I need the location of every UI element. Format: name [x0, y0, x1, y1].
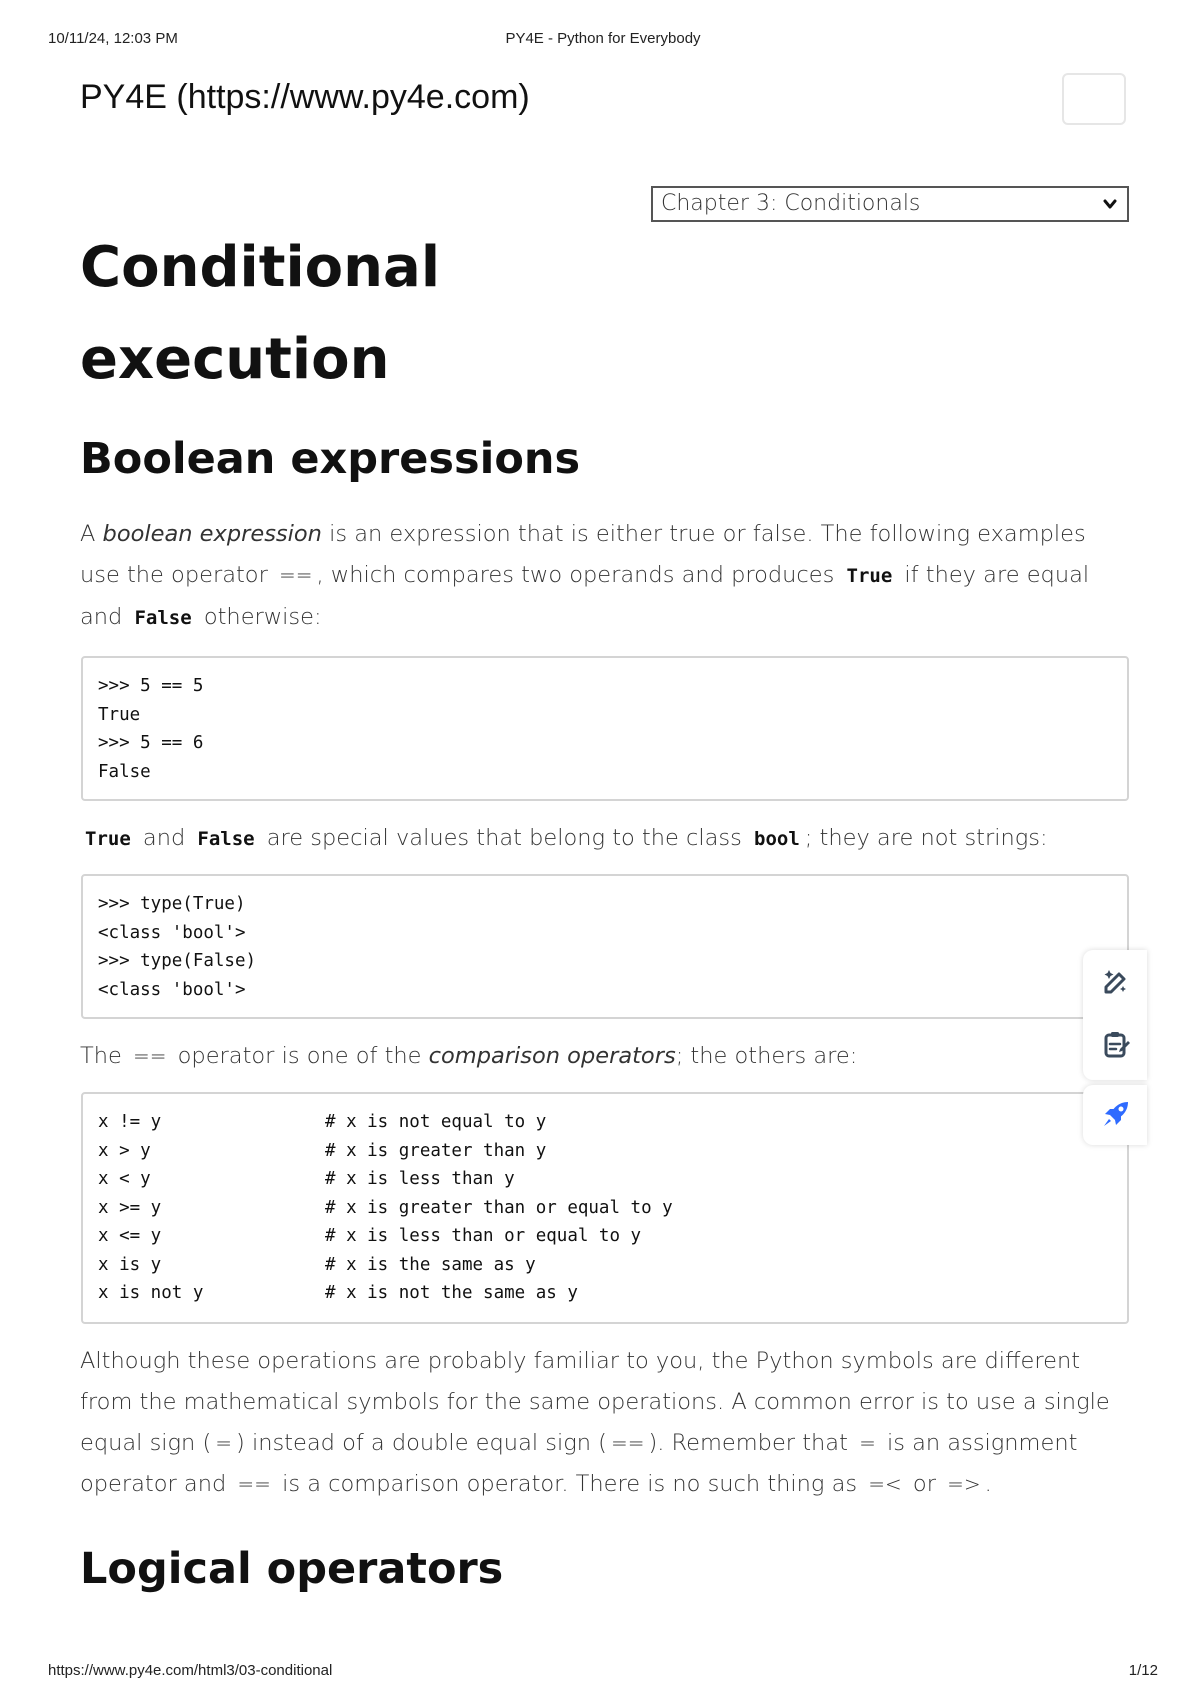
- code-line: x > y # x is greater than y: [98, 1140, 547, 1161]
- code-line: x >= y # x is greater than or equal to y: [98, 1197, 673, 1218]
- code-line: x <= y # x is less than or equal to y: [98, 1226, 642, 1246]
- code-block-equality: [81, 656, 1129, 801]
- site-title-link[interactable]: PY4E (https://www.py4e.com): [80, 78, 530, 116]
- paragraph-bool-class: True and False are special values that belong to the class bool ; they are not strings:: [80, 818, 1130, 860]
- chevron-down-icon: [1103, 197, 1117, 211]
- inline-code: False: [197, 828, 255, 850]
- code-line: True: [98, 704, 141, 725]
- inline-code: ==: [610, 1431, 645, 1455]
- paragraph-comparison-intro: The == operator is one of the comparison operators; the others are:: [80, 1043, 858, 1069]
- inline-code: True: [85, 828, 131, 850]
- inline-code: ==: [237, 1472, 271, 1496]
- chapter-select[interactable]: [651, 186, 1129, 222]
- code-block-comparison-operators: [81, 1092, 1129, 1324]
- inline-code: False: [134, 607, 192, 629]
- clipboard-note-icon[interactable]: [1101, 1029, 1131, 1059]
- inline-code: True: [846, 565, 893, 587]
- code-line: >>> 5 == 5: [98, 676, 204, 696]
- code-block-type: [81, 874, 1129, 1019]
- paragraph-boolean-intro: A boolean expression is an expression that is either true or false. The following examples use the operator == , which compares two operands and produces True if they are equal and False otherwise:: [80, 521, 1090, 630]
- code-line: >>> type(True): [98, 894, 246, 914]
- inline-code: =>: [947, 1472, 981, 1496]
- inline-code: =<: [868, 1472, 902, 1496]
- floating-toolbar-launch[interactable]: [1083, 1085, 1147, 1145]
- code-line: False: [98, 761, 151, 782]
- edit-sparkle-icon[interactable]: [1101, 967, 1131, 997]
- chapter-select-value: Chapter 3: Conditionals: [661, 191, 921, 216]
- inline-code: ==: [133, 1044, 167, 1068]
- page-title: Conditional execution: [80, 235, 441, 392]
- floating-toolbar-group: [1083, 950, 1147, 1080]
- inline-code: =: [215, 1431, 233, 1455]
- code-line: x is y # x is the same as y: [98, 1254, 536, 1275]
- code-line: x < y # x is less than y: [98, 1169, 515, 1189]
- print-footer: [48, 1662, 1158, 1682]
- code-line: >>> type(False): [98, 951, 257, 971]
- print-datetime: 10/11/24, 12:03 PM: [48, 30, 178, 47]
- print-url: https://www.py4e.com/html3/03-conditional: [48, 1662, 333, 1679]
- inline-code: bool: [754, 828, 800, 850]
- section-heading-boolean: Boolean expressions: [80, 434, 581, 484]
- rocket-icon[interactable]: [1101, 1099, 1131, 1129]
- print-page-number: 1/12: [1128, 1662, 1158, 1679]
- code-line: x is not y # x is not the same as y: [98, 1283, 578, 1303]
- term-boolean-expression: boolean expression: [102, 521, 322, 547]
- term-comparison-operators: comparison operators: [428, 1043, 676, 1069]
- code-line: x != y # x is not equal to y: [98, 1112, 547, 1132]
- inline-code: =: [859, 1431, 876, 1455]
- code-line: <class 'bool'>: [98, 979, 246, 1000]
- floating-toolbar: [1083, 950, 1147, 1146]
- menu-toggle-button[interactable]: [1062, 73, 1126, 125]
- inline-code: ==: [278, 563, 313, 587]
- section-heading-logical-operators: Logical operators: [80, 1544, 504, 1594]
- print-header: [48, 30, 1158, 50]
- paragraph-assignment-vs-comparison: Although these operations are probably familiar to you, the Python symbols are different from the mathematical symbols for the same operations. A common error is to use a single equal sign ( = ) instead of a double equal sign ( == ). Remember that = is an assignment operator and == is a comparison operator. There is no such thing as =< or => .: [80, 1348, 1110, 1497]
- print-page-title: PY4E - Python for Everybody: [505, 30, 701, 47]
- code-line: <class 'bool'>: [98, 922, 246, 943]
- code-line: >>> 5 == 6: [98, 733, 204, 753]
